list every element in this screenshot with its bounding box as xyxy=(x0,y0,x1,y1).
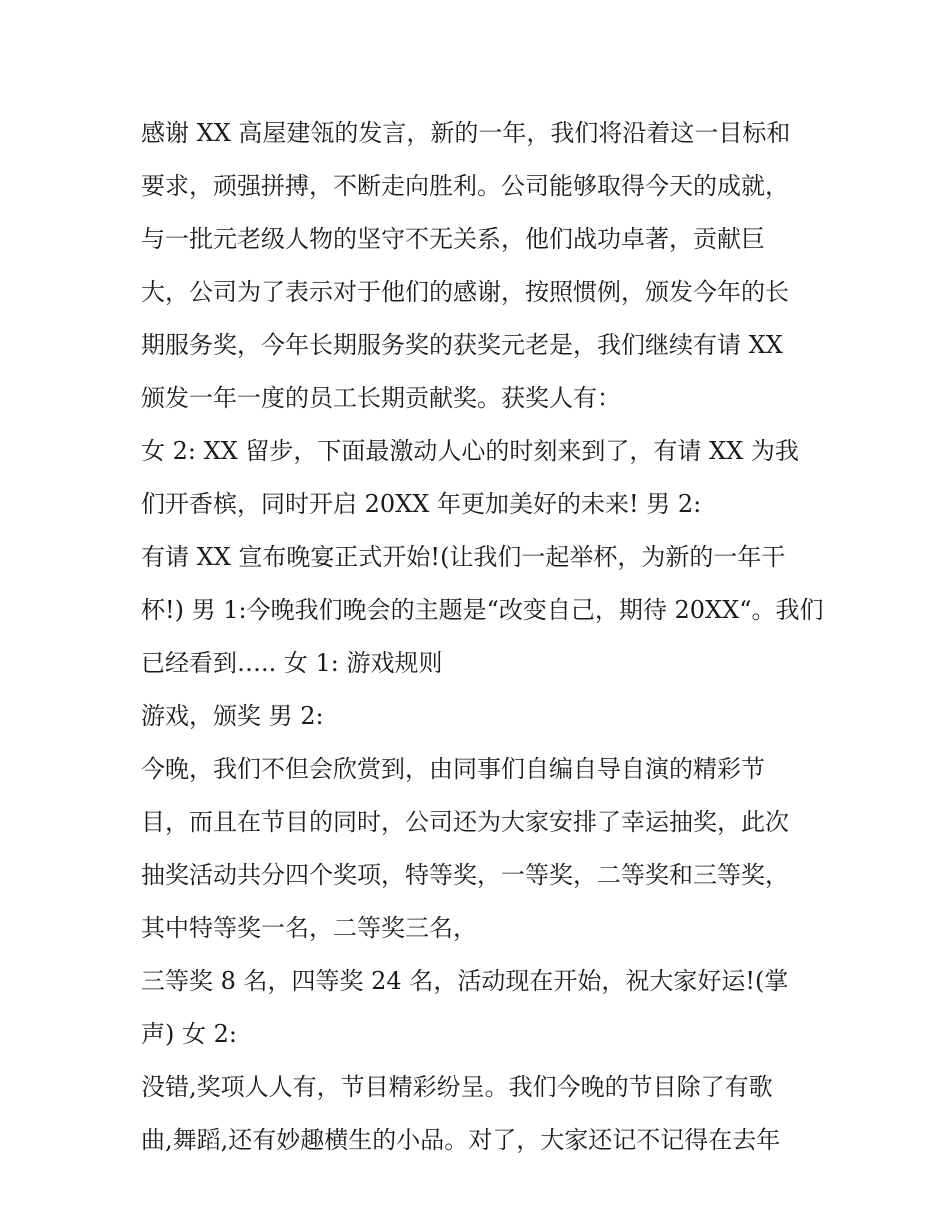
text-line: 杯!) 男 1:今晚我们晚会的主题是“改变自己，期待 20XX“。我们 xyxy=(141,596,824,624)
text-line: 已经看到….. 女 1: 游戏规则 xyxy=(141,649,443,677)
text-line: 感谢 XX 高屋建瓴的发言，新的一年，我们将沿着这一目标和 xyxy=(141,119,791,147)
text-line: 们开香槟，同时开启 20XX 年更加美好的未来! 男 2: xyxy=(141,490,702,518)
text-line: 曲,舞蹈,还有妙趣横生的小品。对了，大家还记不记得在去年 xyxy=(141,1126,781,1154)
text-line: 大，公司为了表示对于他们的感谢，按照惯例，颁发今年的长 xyxy=(141,278,789,306)
text-line: 今晚，我们不但会欣赏到，由同事们自编自导自演的精彩节 xyxy=(141,755,765,783)
body-text xyxy=(141,107,824,1167)
text-line: 与一批元老级人物的坚守不无关系，他们战功卓著，贡献巨 xyxy=(141,225,765,253)
text-line: 其中特等奖一名，二等奖三名， xyxy=(141,914,477,942)
text-line: 颁发一年一度的员工长期贡献奖。获奖人有： xyxy=(141,384,621,412)
text-line: 三等奖 8 名，四等奖 24 名，活动现在开始，祝大家好运!(掌 xyxy=(141,967,789,995)
text-line: 女 2: XX 留步，下面最激动人心的时刻来到了，有请 XX 为我 xyxy=(141,437,799,465)
text-line: 声) 女 2: xyxy=(141,1020,237,1048)
text-line: 没错,奖项人人有，节目精彩纷呈。我们今晚的节目除了有歌 xyxy=(141,1073,773,1101)
text-line: 期服务奖，今年长期服务奖的获奖元老是，我们继续有请 XX xyxy=(141,331,783,359)
text-line: 游戏，颁奖 男 2: xyxy=(141,702,324,730)
text-line: 有请 XX 宣布晚宴正式开始!(让我们一起举杯，为新的一年干 xyxy=(141,543,786,571)
text-line: 抽奖活动共分四个奖项，特等奖，一等奖，二等奖和三等奖， xyxy=(141,861,789,889)
text-line: 要求，顽强拼搏，不断走向胜利。公司能够取得今天的成就， xyxy=(141,172,789,200)
text-line: 目，而且在节目的同时，公司还为大家安排了幸运抽奖，此次 xyxy=(141,808,789,836)
